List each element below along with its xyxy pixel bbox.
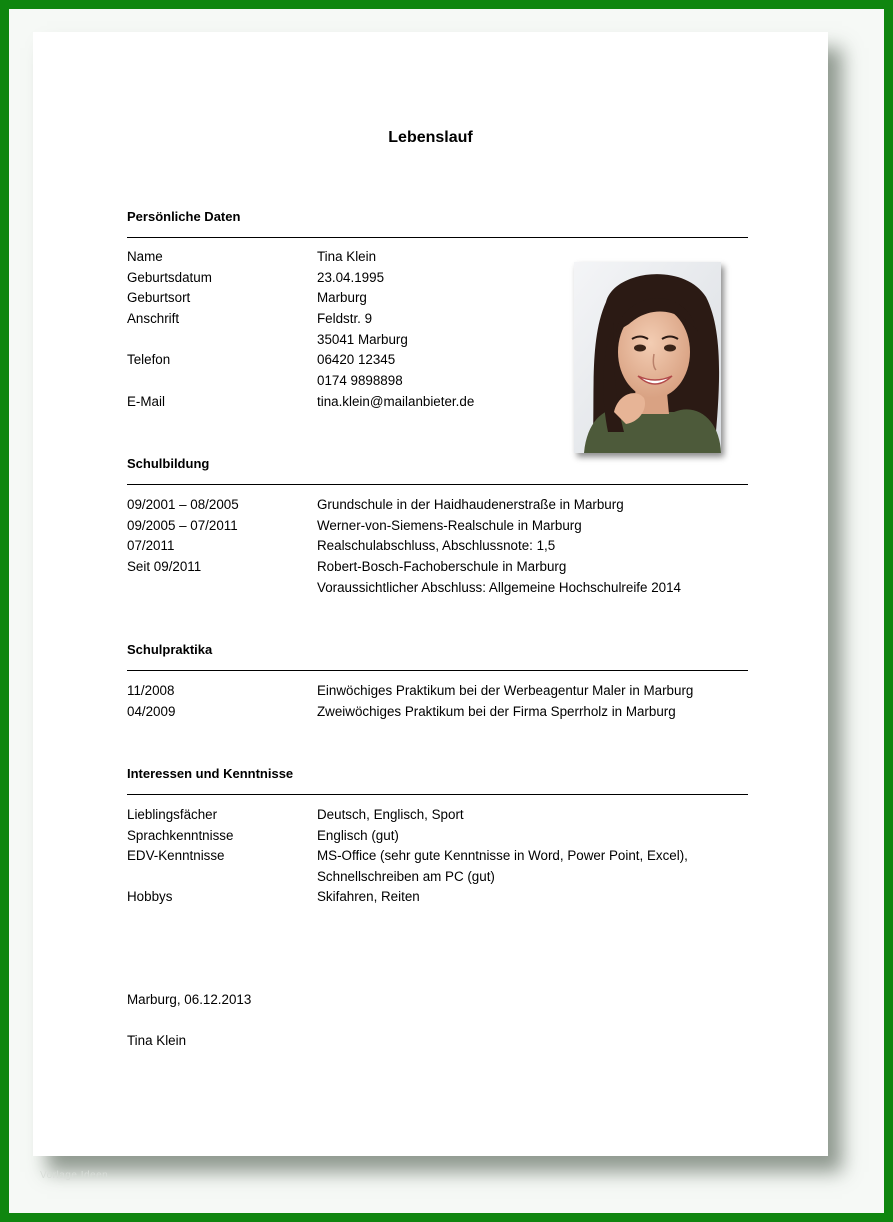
section-rule	[127, 484, 748, 485]
signature-name: Tina Klein	[127, 1033, 187, 1048]
row-value: Robert-Bosch-Fachoberschule in Marburg	[317, 559, 567, 574]
section-heading-schooling: Schulbildung	[127, 456, 210, 471]
section-heading-personal: Persönliche Daten	[127, 209, 241, 224]
row-label: Sprachkenntnisse	[127, 828, 234, 843]
row-value: 35041 Marburg	[317, 332, 408, 347]
portrait-illustration	[574, 262, 721, 453]
row-value: Werner-von-Siemens-Realschule in Marburg	[317, 518, 582, 533]
row-label: 09/2005 – 07/2011	[127, 518, 238, 533]
row-value: 23.04.1995	[317, 270, 385, 285]
row-label: Telefon	[127, 352, 171, 367]
row-label: Name	[127, 249, 163, 264]
row-label: 11/2008	[127, 683, 175, 698]
watermark: Vorlage Ideen	[40, 1170, 109, 1181]
row-value: Skifahren, Reiten	[317, 889, 420, 904]
row-value: Marburg	[317, 290, 367, 305]
section-rule	[127, 237, 748, 238]
row-label: Seit 09/2011	[127, 559, 202, 574]
row-value: Deutsch, Englisch, Sport	[317, 807, 464, 822]
row-value: MS-Office (sehr gute Kenntnisse in Word, Power Point, Excel),	[317, 848, 688, 863]
section-heading-interests: Interessen und Kenntnisse	[127, 766, 294, 781]
section-rule	[127, 670, 748, 671]
row-label: 04/2009	[127, 704, 176, 719]
row-label: 07/2011	[127, 538, 175, 553]
row-value: tina.klein@mailanbieter.de	[317, 394, 475, 409]
row-value: 0174 9898898	[317, 373, 403, 388]
section-rule	[127, 794, 748, 795]
place-date: Marburg, 06.12.2013	[127, 992, 252, 1007]
row-label: Geburtsdatum	[127, 270, 212, 285]
row-value: Realschulabschluss, Abschlussnote: 1,5	[317, 538, 556, 553]
row-label: Lieblingsfächer	[127, 807, 218, 822]
section-heading-internships: Schulpraktika	[127, 642, 213, 657]
row-value: 06420 12345	[317, 352, 396, 367]
row-value: Tina Klein	[317, 249, 377, 264]
row-label: E-Mail	[127, 394, 165, 409]
row-value: Zweiwöchiges Praktikum bei der Firma Sperrholz in Marburg	[317, 704, 676, 719]
row-label: Anschrift	[127, 311, 180, 326]
resume-page	[33, 32, 828, 1156]
row-value: Schnellschreiben am PC (gut)	[317, 869, 495, 884]
row-value: Feldstr. 9	[317, 311, 373, 326]
row-value: Englisch (gut)	[317, 828, 399, 843]
row-value: Grundschule in der Haidhaudenerstraße in Marburg	[317, 497, 624, 512]
row-label: Hobbys	[127, 889, 173, 904]
row-label: 09/2001 – 08/2005	[127, 497, 239, 512]
row-label: EDV-Kenntnisse	[127, 848, 225, 863]
portrait-photo	[574, 262, 721, 453]
row-value: Einwöchiges Praktikum bei der Werbeagentur Maler in Marburg	[317, 683, 694, 698]
row-label: Geburtsort	[127, 290, 191, 305]
row-value: Voraussichtlicher Abschluss: Allgemeine Hochschulreife 2014	[317, 580, 681, 595]
page-title: Lebenslauf	[388, 129, 473, 146]
